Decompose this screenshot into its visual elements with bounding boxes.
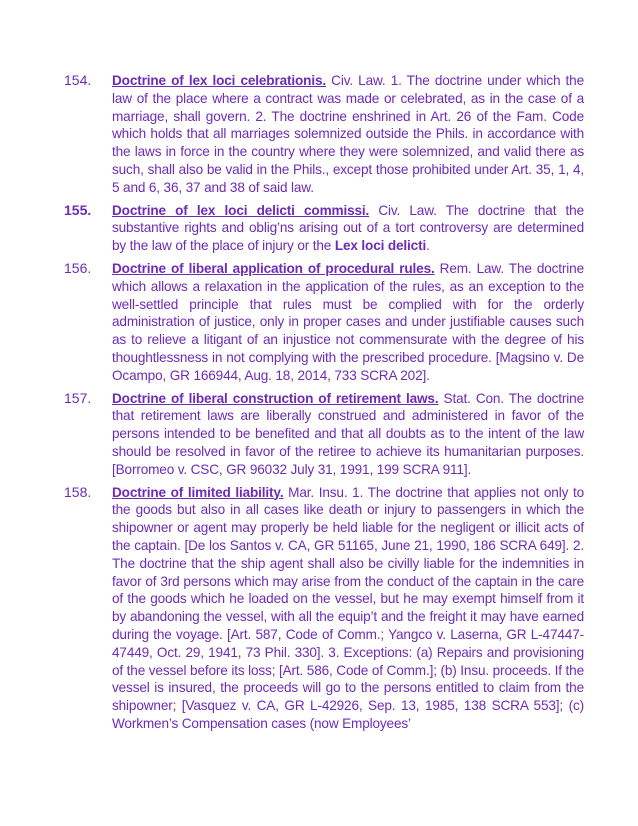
entry-term: Doctrine of liberal construction of retirement laws. — [112, 390, 439, 406]
entry-body — [112, 484, 584, 733]
entry-body — [112, 390, 584, 479]
entry-tail: . — [426, 238, 430, 254]
entry-number: 156. — [64, 259, 92, 276]
entry-text: Stat. Con. The doctrine that retirement laws are liberally construed and administered in favor of the persons intended to be benefited and that all doubts as to the intent of the law should be resolved in favor of the retiree to achieve its humanitarian purposes. [Borromeo v. CSC, GR 96032 July 31, 1991, 199 SCRA 911]. — [112, 390, 584, 477]
entry-body — [112, 72, 584, 197]
entry-number: 158. — [64, 483, 92, 500]
entry-text: Rem. Law. The doctrine which allows a relaxation in the application of the rules, as an exception to the well-settled principle that rules must be complied with for the orderly administration of justice, only in proper cases and under justifiable causes such as to relieve a litigant of an injustice not commensurate with the degree of his thoughtlessness in not complying with the prescribed procedure. [Magsino v. De Ocampo, GR 166944, Aug. 18, 2014, 733 SCRA 202]. — [112, 260, 584, 383]
entry-term: Doctrine of lex loci celebrationis. — [112, 73, 326, 88]
entry-number: 154. — [64, 72, 92, 88]
entry-number: 157. — [64, 389, 92, 406]
entry-body — [112, 260, 584, 385]
entry-term: Doctrine of liberal application of procedural rules. — [112, 260, 435, 276]
entry-text: Civ. Law. 1. The doctrine under which the law of the place where a contract was made or celebrated, as in the case of a marriage, shall govern. 2. The doctrine enshrined in Art. 26 of the Fam. Code which holds that all marriages solemnized outside the Phils. in accordance with the laws in force in the country where they were solemnized, and valid there as such, shall also be valid in the Phils., except those prohibited under Art. 35, 1, 4, 5 and 6, 36, 37 and 38 of said law. — [112, 73, 585, 195]
entry-154 — [64, 72, 584, 197]
entry-155 — [64, 202, 584, 255]
entry-emphasis: Lex loci delicti — [334, 238, 427, 254]
entry-term: Doctrine of lex loci delicti commissi. — [112, 202, 370, 218]
entry-157 — [64, 390, 584, 479]
entry-text: Civ. Law. The doctrine that the substantive rights and oblig’ns arising out of a tort controversy are determined by the law of the place of injury or the — [112, 202, 584, 254]
entry-text: Mar. Insu. 1. The doctrine that applies not only to the goods but also in all cases like death or injury to passengers in which the shipowner or agent may properly be held liable for the negligent or illicit acts of the captain. [De los Santos v. CA, GR 51165, June 21, 1990, 186 SCRA 649]. 2. The doctrine that the ship agent shall also be civilly liable for the indemnities in favor of 3rd persons which may arise from the conduct of the captain in the care of the goods which he loaded on the vessel, but he may exempt himself from it by abandoning the vessel, with all the equip’t and the freight it may have earned during the voyage. [Art. 587, Code of Comm.; Yangco v. Laserna, GR L-47447-47449, Oct. 29, 1941, 73 Phil. 330]. 3. Exceptions: (a) Repairs and provisioning of the vessel before its loss; [Art. 586, Code of Comm.]; (b) Insu. proceeds. If the vessel is insured, the proceeds will go to the persons entitled to claim from the shipowner; [Vasquez v. CA, GR L-42926, Sep. 13, 1985, 138 SCRA 553]; (c) Workmen’s Compensation cases (now Employees’ — [112, 484, 584, 731]
entry-158 — [64, 484, 584, 733]
entry-body — [112, 202, 584, 255]
entry-156 — [64, 260, 584, 385]
entry-number: 155. — [64, 201, 92, 218]
entry-term: Doctrine of limited liability. — [112, 484, 284, 500]
